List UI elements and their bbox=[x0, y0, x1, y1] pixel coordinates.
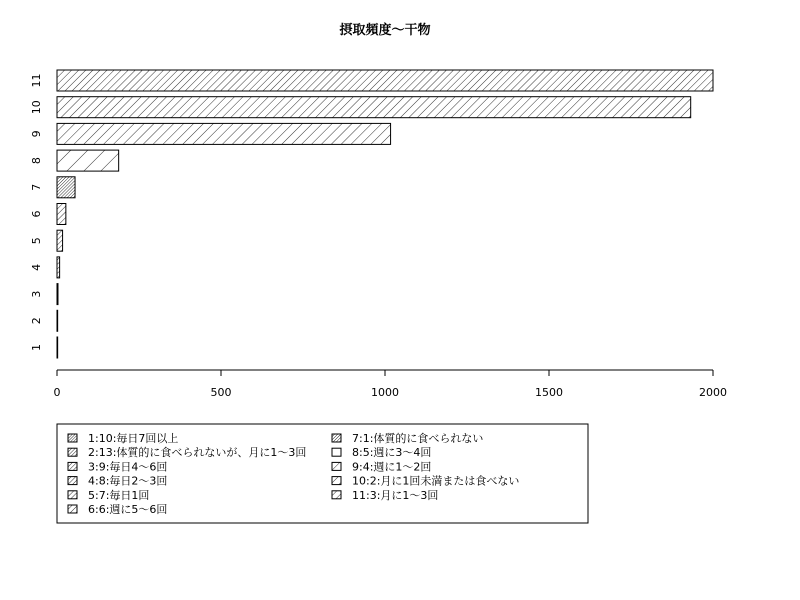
x-tick-label: 1500 bbox=[535, 386, 563, 399]
y-tick-label: 8 bbox=[30, 157, 43, 165]
bar-5 bbox=[57, 230, 63, 251]
legend-swatch bbox=[68, 477, 77, 485]
legend-swatch bbox=[68, 505, 77, 513]
legend-swatch bbox=[68, 491, 77, 499]
y-tick-label: 3 bbox=[30, 290, 43, 298]
bar-3 bbox=[57, 284, 58, 305]
y-tick-label: 11 bbox=[30, 73, 43, 88]
legend-label: 6:6:週に5〜6回 bbox=[88, 503, 168, 516]
bar-2 bbox=[57, 310, 58, 331]
legend-label: 4:8:毎日2〜3回 bbox=[88, 474, 168, 488]
legend-label: 8:5:週に3〜4回 bbox=[352, 446, 432, 460]
y-tick-label: 7 bbox=[30, 183, 43, 191]
y-tick-label: 10 bbox=[30, 100, 43, 115]
legend-swatch bbox=[332, 477, 341, 485]
bar-9 bbox=[57, 123, 391, 144]
bars-layer bbox=[57, 70, 713, 358]
legend-swatch bbox=[68, 462, 77, 470]
bar-4 bbox=[57, 257, 60, 278]
y-tick-label: 4 bbox=[30, 263, 43, 271]
x-tick-label: 500 bbox=[210, 386, 232, 399]
bar-10 bbox=[57, 97, 691, 118]
bar-11 bbox=[57, 70, 713, 91]
legend-label: 1:10:毎日7回以上 bbox=[88, 432, 179, 445]
y-tick-label: 5 bbox=[30, 237, 43, 245]
legend-label: 11:3:月に1〜3回 bbox=[352, 488, 439, 502]
legend-label: 10:2:月に1回未満または食べない bbox=[352, 474, 520, 488]
x-tick-label: 0 bbox=[53, 386, 61, 399]
legend-label: 2:13:体質的に食べられないが、月に1〜3回 bbox=[88, 446, 307, 460]
x-tick-label: 2000 bbox=[699, 386, 727, 399]
legend-label: 9:4:週に1〜2回 bbox=[352, 460, 432, 474]
bar-7 bbox=[57, 177, 75, 198]
legend-swatch bbox=[332, 448, 341, 456]
legend bbox=[57, 424, 588, 523]
legend-label: 7:1:体質的に食べられない bbox=[352, 432, 484, 445]
legend-swatch bbox=[332, 462, 341, 470]
legend-swatch bbox=[332, 434, 341, 442]
bar-1 bbox=[57, 337, 58, 358]
legend-label: 5:7:毎日1回 bbox=[88, 488, 150, 502]
bar-8 bbox=[57, 150, 119, 171]
y-tick-label: 1 bbox=[30, 344, 43, 351]
y-axis bbox=[30, 74, 43, 352]
y-tick-label: 9 bbox=[30, 130, 43, 138]
legend-label: 3:9:毎日4〜6回 bbox=[88, 460, 168, 474]
legend-swatch bbox=[332, 491, 341, 499]
legend-swatch bbox=[68, 434, 77, 442]
y-tick-label: 2 bbox=[30, 317, 43, 325]
x-axis bbox=[54, 370, 728, 399]
bar-6 bbox=[57, 204, 66, 225]
chart-title: 摂取頻度〜干物 bbox=[339, 23, 431, 38]
legend-swatch bbox=[68, 448, 77, 456]
x-tick-label: 1000 bbox=[371, 386, 399, 399]
y-tick-label: 6 bbox=[30, 210, 43, 218]
